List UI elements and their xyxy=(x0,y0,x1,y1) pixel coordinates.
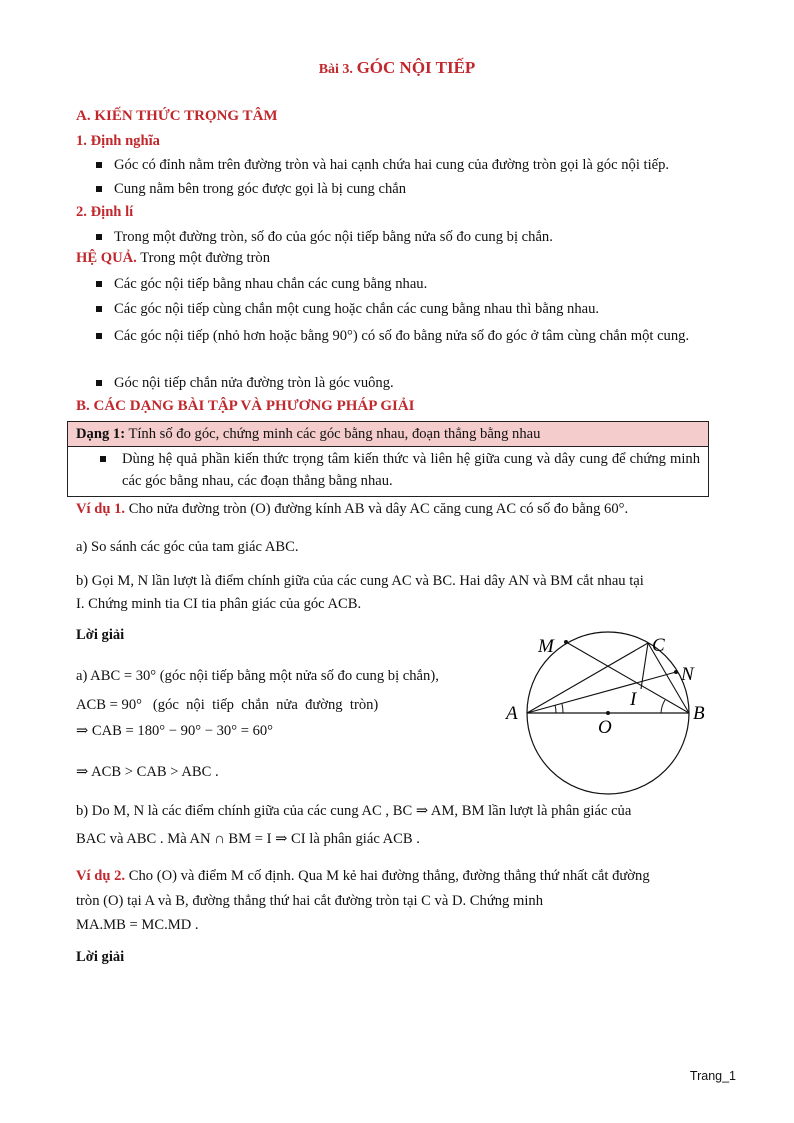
angle-mark-a-2 xyxy=(562,704,563,713)
definition-item-2: Cung nằm bên trong góc được gọi là bị cung chắn xyxy=(96,178,738,200)
label-m: M xyxy=(538,636,554,657)
example-1-solution-heading: Lời giải xyxy=(76,627,125,643)
bullet-square-icon xyxy=(96,380,102,386)
corollary-item-3: Các góc nội tiếp (nhỏ hơn hoặc bằng 90°) có số đo bằng nửa số đo góc ở tâm cùng chắn một cung. xyxy=(96,325,738,347)
example-1-part-a: a) So sánh các góc của tam giác ABC. xyxy=(76,539,299,555)
definition-heading: 1. Định nghĩa xyxy=(76,133,160,149)
bisector-ci xyxy=(641,643,648,689)
bullet-square-icon xyxy=(96,234,102,240)
title-main: GÓC NỘI TIẾP xyxy=(356,58,476,77)
point-m xyxy=(564,640,568,644)
corollary-line xyxy=(76,250,270,267)
point-n xyxy=(674,670,678,674)
point-o xyxy=(606,711,610,715)
label-i: I xyxy=(630,689,637,710)
solution-b-line-2: BAC và ABC . Mà AN ∩ BM = I ⇒ CI là phân giác ACB . xyxy=(76,831,420,847)
example-1-statement: Ví dụ 1. Cho nửa đường tròn (O) đường kính AB và dây AC căng cung AC có số đo bằng 60°. xyxy=(76,501,629,517)
corollary-item-2: Các góc nội tiếp cùng chắn một cung hoặc chắn các cung bằng nhau thì bằng nhau. xyxy=(96,298,738,320)
example-2-label: Ví dụ 2. xyxy=(76,868,126,884)
chord-mb xyxy=(566,642,689,713)
example-2-solution-heading: Lời giải xyxy=(76,949,125,965)
corollary-label: HỆ QUẢ. xyxy=(76,250,137,266)
example-1-label: Ví dụ 1. xyxy=(76,501,126,517)
method-box xyxy=(67,421,709,497)
method-title: Tính số đo góc, chứng minh các góc bằng nhau, đoạn thẳng bằng nhau xyxy=(125,426,541,442)
label-c: C xyxy=(652,635,665,656)
bullet-square-icon xyxy=(96,186,102,192)
label-a: A xyxy=(506,703,518,724)
label-b: B xyxy=(693,703,705,724)
page-title xyxy=(0,58,794,78)
example-2-line-1: Ví dụ 2. Cho (O) và điểm M cố định. Qua M kẻ hai đường thẳng, đường thẳng thứ nhất cắt đường xyxy=(76,868,650,884)
bullet-square-icon xyxy=(96,333,102,339)
solution-a-line-1: a) ABC = 30° (góc nội tiếp bằng một nửa số đo cung bị chắn), xyxy=(76,668,439,684)
section-a-heading: A. KIẾN THỨC TRỌNG TÂM xyxy=(76,108,278,124)
example-1-part-b-line-1: b) Gọi M, N lần lượt là điểm chính giữa của các cung AC và BC. Hai dây AN và BM cắt nhau tại xyxy=(76,573,644,589)
solution-a-line-2: ACB = 90° (góc nội tiếp chắn nửa đường tròn) xyxy=(76,697,379,713)
corollary-item-1: Các góc nội tiếp bằng nhau chắn các cung bằng nhau. xyxy=(96,273,738,295)
bullet-square-icon xyxy=(100,456,106,462)
page-number: Trang_1 xyxy=(689,1069,736,1083)
definition-item-1: Góc có đỉnh nằm trên đường tròn và hai cạnh chứa hai cung của đường tròn gọi là góc nội tiếp. xyxy=(96,154,738,176)
angle-mark-a-1 xyxy=(555,705,556,713)
label-o: O xyxy=(598,717,612,738)
section-b-heading: B. CÁC DẠNG BÀI TẬP VÀ PHƯƠNG PHÁP GIẢI xyxy=(76,398,415,414)
angle-mark-b xyxy=(661,700,665,713)
label-n: N xyxy=(681,664,694,685)
title-prefix: Bài 3. xyxy=(318,62,353,77)
example-2-line-3: MA.MB = MC.MD . xyxy=(76,917,199,933)
example-2-line-2: tròn (O) tại A và B, đường thẳng thứ hai cắt đường tròn tại C và D. Chứng minh xyxy=(76,893,543,909)
corollary-item-4: Góc nội tiếp chắn nửa đường tròn là góc vuông. xyxy=(96,372,738,394)
method-label: Dạng 1: xyxy=(76,426,126,442)
solution-a-line-4: ⇒ ACB > CAB > ABC . xyxy=(76,764,219,780)
theorem-item-1: Trong một đường tròn, số đo của góc nội tiếp bằng nửa số đo cung bị chắn. xyxy=(96,226,738,248)
example-1-part-b-line-2: I. Chứng minh tia CI tia phân giác của góc ACB. xyxy=(76,596,362,612)
method-item: Dùng hệ quả phần kiến thức trọng tâm kiến thức và liên hệ giữa cung và dây cung để chứng minh các góc bằng nhau, các đoạn thẳng bằng nhau. xyxy=(100,448,700,492)
method-box-header xyxy=(68,422,708,447)
corollary-intro: Trong một đường tròn xyxy=(136,250,271,266)
bullet-square-icon xyxy=(96,162,102,168)
bullet-square-icon xyxy=(96,306,102,312)
bullet-square-icon xyxy=(96,281,102,287)
theorem-heading: 2. Định lí xyxy=(76,204,134,220)
solution-a-line-3: ⇒ CAB = 180° − 90° − 30° = 60° xyxy=(76,723,274,739)
solution-b-line-1: b) Do M, N là các điểm chính giữa của các cung AC , BC ⇒ AM, BM lần lượt là phân giác của xyxy=(76,803,632,819)
